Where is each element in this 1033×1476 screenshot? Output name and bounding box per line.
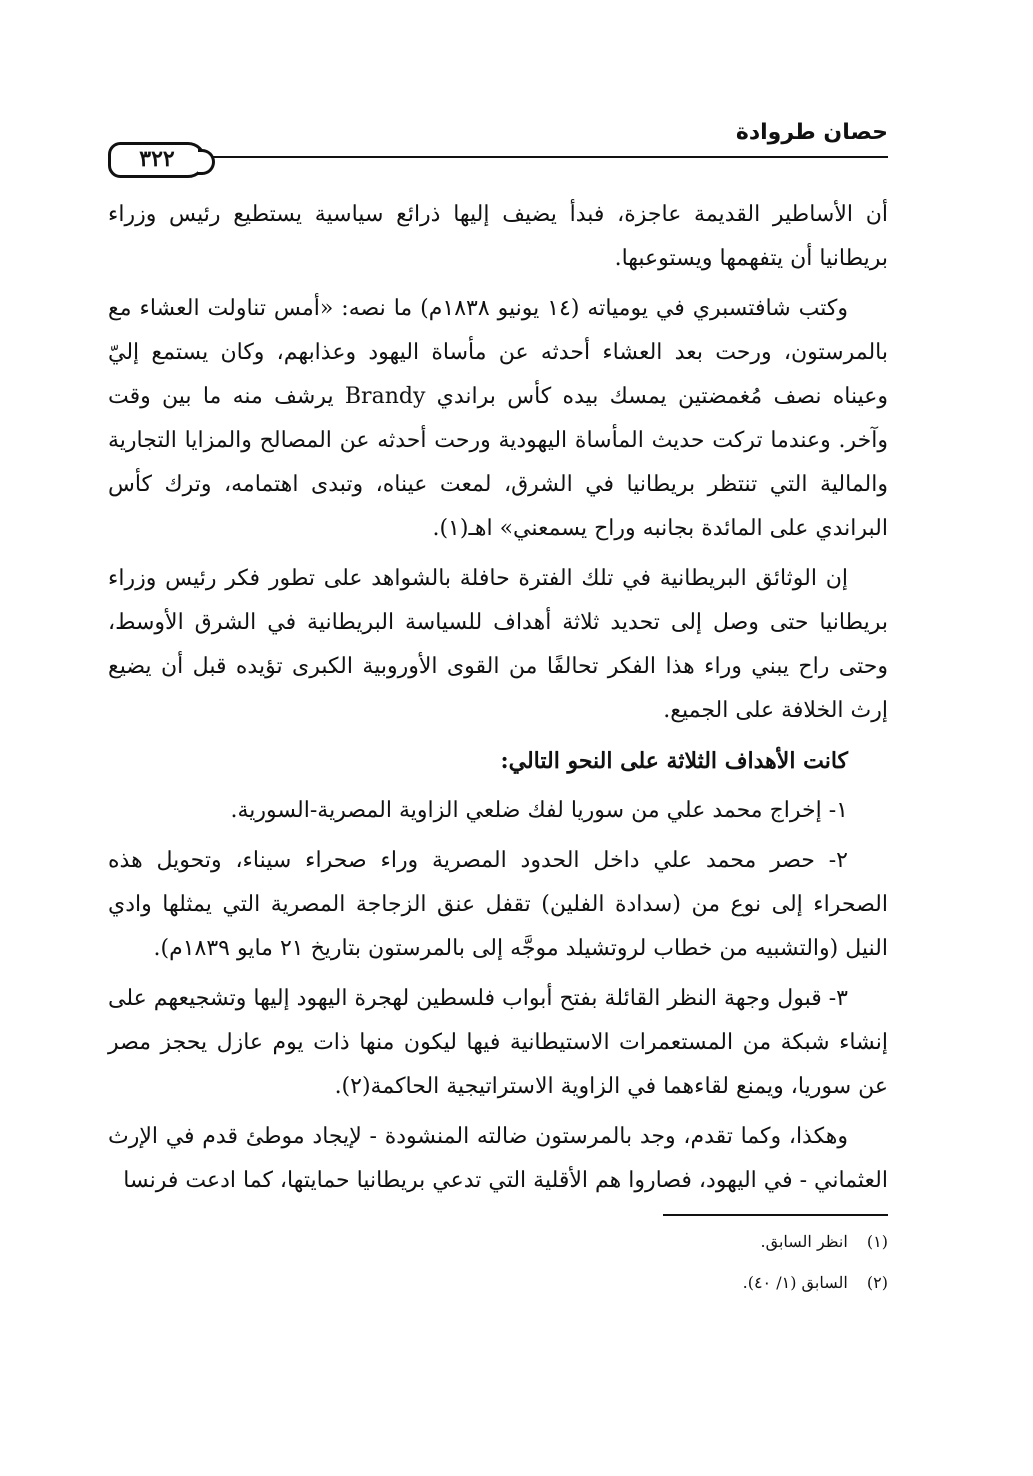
footnote-2 bbox=[288, 1273, 888, 1292]
paragraph-3: إن الوثائق البريطانية في تلك الفترة حافلة بالشواهد على تطور فكر رئيس وزراء بريطانيا حتى وصل إلى تحديد ثلاثة أهداف للسياسة البريطانية في الشرق الأوسط، وحتى راح يبني وراء هذا الفكر تحالفًا من القوى الأوروبية الكبرى تؤيده قبل أن يضيع إرث الخلافة على الجميع. bbox=[108, 566, 888, 723]
goal-item-2: ٢- حصر محمد علي داخل الحدود المصرية وراء صحراء سيناء، وتحويل هذه الصحراء إلى نوع من (سدادة الفلين) تقفل عنق الزجاجة المصرية التي يمثلها وادي النيل (والتشبيه من خطاب لروتشيلد موجَّه إلى بالمرستون بتاريخ ٢١ مايو ١٨٣٩م). bbox=[108, 848, 888, 961]
footnote-number: (١) bbox=[866, 1232, 888, 1251]
footnote-separator bbox=[663, 1214, 888, 1216]
footnote-number: (٢) bbox=[866, 1273, 888, 1292]
goals-heading: كانت الأهداف الثلاثة على النحو التالي: bbox=[500, 748, 848, 774]
header-rule bbox=[108, 156, 888, 158]
footnote-text: السابق (١/ ٤٠). bbox=[742, 1273, 848, 1292]
paragraph-1: أن الأساطير القديمة عاجزة، فبدأ يضيف إليها ذرائع سياسية يستطيع رئيس وزراء بريطانيا أن يتفهمها ويستوعبها. bbox=[108, 202, 888, 271]
footnotes bbox=[288, 1232, 888, 1314]
paragraph-final: وهكذا، وكما تقدم، وجد بالمرستون ضالته المنشودة - لإيجاد موطئ قدم في الإرث العثماني - في اليهود، فصاروا هم الأقلية التي تدعي بريطانيا حمايتها، كما ادعت فرنسا bbox=[108, 1124, 888, 1193]
book-title: حصان طروادة bbox=[735, 120, 888, 145]
paragraph-2: وكتب شافتسبري في يومياته (١٤ يونيو ١٨٣٨م) ما نصه: «أمس تناولت العشاء مع بالمرستون، ورحت بعد العشاء أحدثه عن مأساة اليهود وعذابهم، وكان يستمع إليّ وعيناه نصف مُغمضتين يمسك بيده كأس براندي Brandy يرشف منه ما بين وقت وآخر. وعندما تركت حديث المأساة اليهودية ورحت أحدثه عن المصالح والمزايا التجارية والمالية التي تنتظر بريطانيا في الشرق، لمعت عيناه، وتبدى اهتمامه، وترك كأس البراندي على المائدة بجانبه وراح يسمعني» اهـ(١). bbox=[108, 296, 888, 541]
goal-item-1: ١- إخراج محمد علي من سوريا لفك ضلعي الزاوية المصرية-السورية. bbox=[230, 798, 848, 823]
page-header bbox=[108, 120, 888, 184]
page-number-badge: ٣٢٢ bbox=[108, 142, 206, 178]
goal-item-3: ٣- قبول وجهة النظر القائلة بفتح أبواب فلسطين لهجرة اليهود إليها وتشجيعهم على إنشاء شبكة من المستعمرات الاستيطانية فيها ليكون منها ذات يوم عازل يحجز مصر عن سوريا، ويمنع لقاءهما في الزاوية الاستراتيجية الحاكمة(٢). bbox=[108, 986, 888, 1099]
footnote-text: انظر السابق. bbox=[760, 1232, 848, 1251]
body-text bbox=[108, 193, 888, 1209]
footnote-1 bbox=[288, 1232, 888, 1251]
